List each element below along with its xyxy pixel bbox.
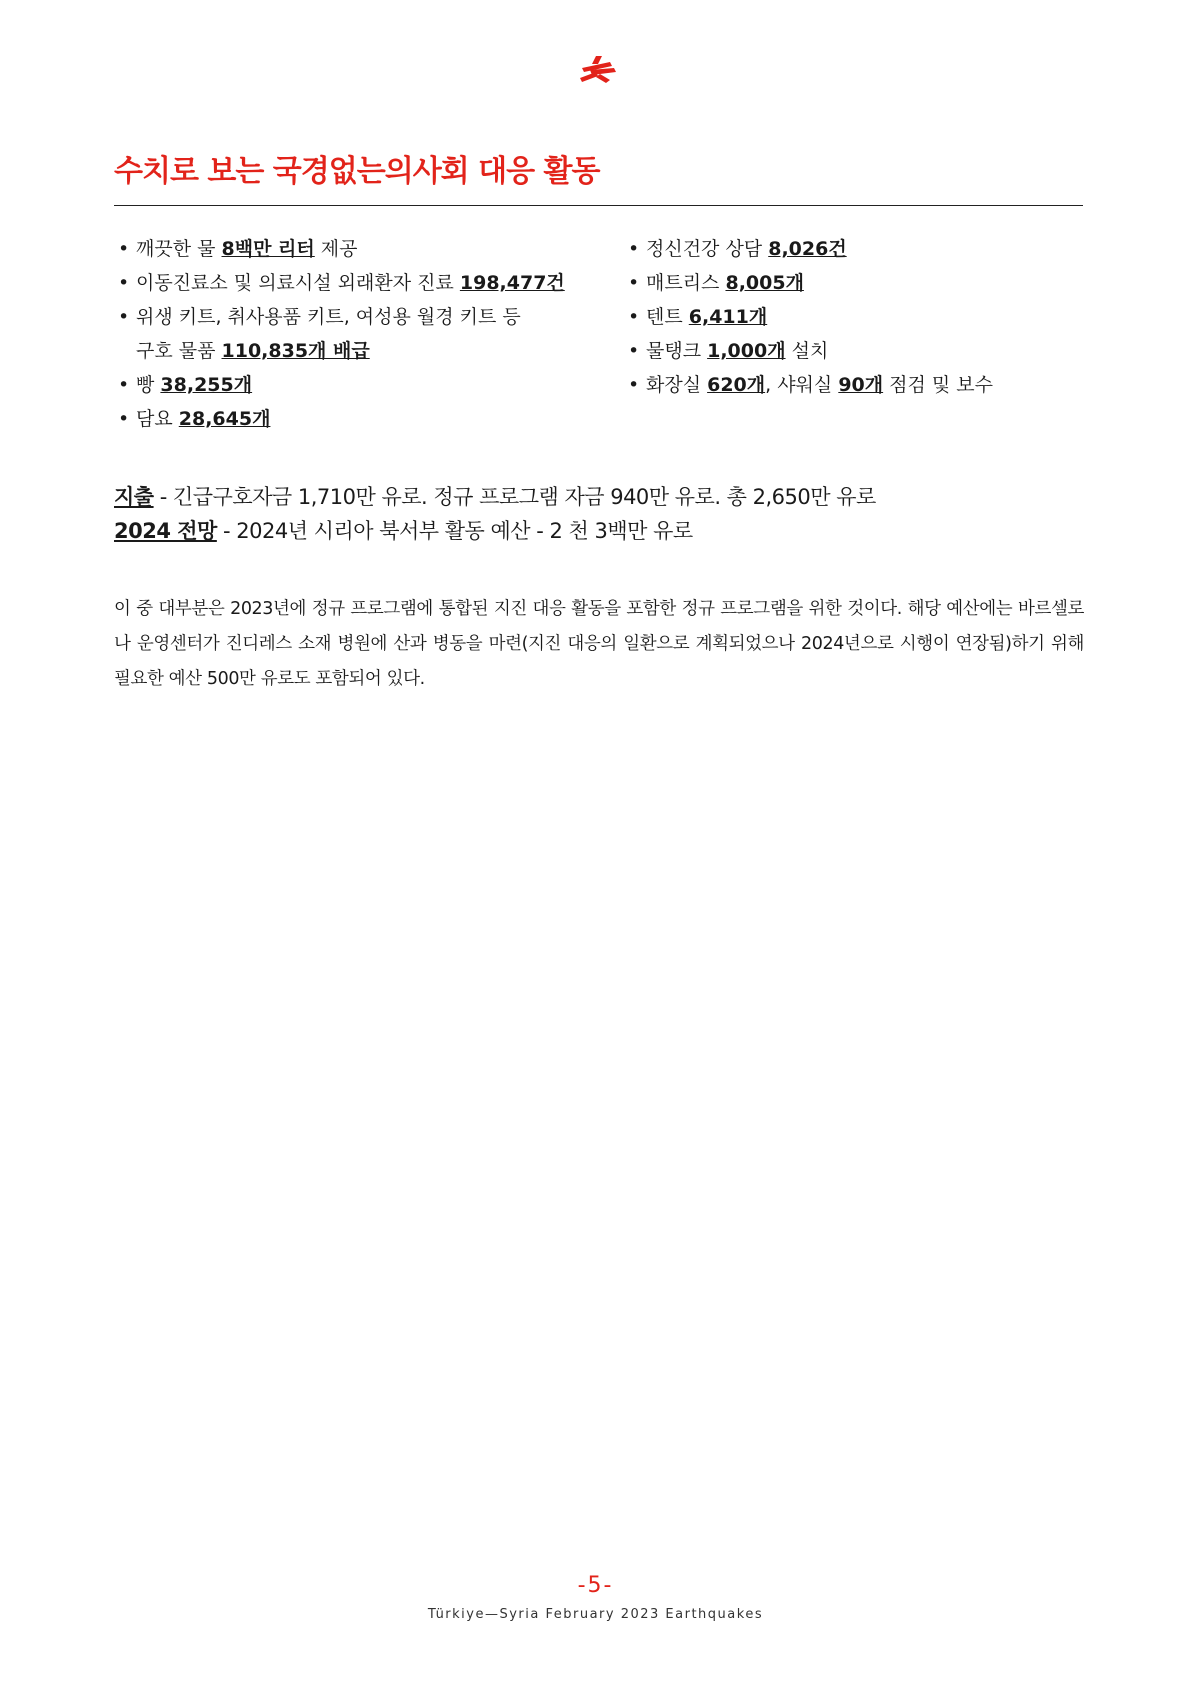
title-divider [114,205,1083,206]
item-text: , 샤워실 [765,374,839,396]
item-text: 화장실 [646,374,708,396]
item-continuation [136,334,618,368]
bullet: • [628,340,640,362]
bullet: • [118,306,130,328]
item-figure: 90개 [838,374,884,396]
list-item [118,266,618,300]
list-item [628,368,1083,402]
budget-summary [114,480,876,548]
stats-list-left [118,232,618,436]
list-item [118,232,618,266]
item-text: 설치 [785,340,829,362]
bullet: • [118,272,130,294]
list-item [628,334,1083,368]
item-figure: 6,411개 [688,306,768,328]
outlook-line [114,514,876,548]
item-text: 정신건강 상담 [646,238,769,260]
item-figure: 1,000개 [707,340,786,362]
list-item [118,300,618,368]
item-figure: 8,005개 [725,272,804,294]
item-figure: 198,477건 [459,272,565,294]
item-text: 구호 물품 [136,340,222,362]
item-text: 점검 및 보수 [883,374,993,396]
spending-text: - 긴급구호자금 1,710만 유로. 정규 프로그램 자금 940만 유로. 총 2,650만 유로 [153,485,876,509]
bullet: • [628,374,640,396]
list-item [628,232,1083,266]
bullet: • [118,374,130,396]
footer-text: Türkiye—Syria February 2023 Earthquakes [427,1607,764,1622]
bullet: • [628,272,640,294]
item-figure: 8백만 리터 [221,238,315,260]
list-item [628,266,1083,300]
msf-logo-icon [576,54,620,84]
list-item [118,368,618,402]
item-text: 이동진료소 및 의료시설 외래환자 진료 [136,272,460,294]
item-figure: 8,026건 [768,238,847,260]
item-text: 물탱크 [646,340,708,362]
outlook-label: 2024 전망 [114,519,217,543]
item-text: 담요 [136,408,179,430]
item-figure: 28,645개 [178,408,271,430]
bullet: • [628,306,640,328]
item-figure: 110,835개 배급 [221,340,370,362]
page-title: 수치로 보는 국경없는의사회 대응 활동 [114,154,600,189]
bullet: • [118,408,130,430]
bullet: • [628,238,640,260]
list-item [628,300,1083,334]
item-text: 제공 [314,238,358,260]
item-text: 위생 키트, 취사용품 키트, 여성용 월경 키트 등 [136,306,521,328]
item-text: 텐트 [646,306,689,328]
outlook-text: - 2024년 시리아 북서부 활동 예산 - 2 천 3백만 유로 [216,519,693,543]
body-paragraph: 이 중 대부분은 2023년에 정규 프로그램에 통합된 지진 대응 활동을 포함한 정규 프로그램을 위한 것이다. 해당 예산에는 바르셀로나 운영센터가 진디레스 소재 병원에 산과 병동을 마련(지진 대응의 일환으로 계획되었으나 2024년으로 시행이 연장됨)하기 위해 필요한 예산 500만 유로도 포함되어 있다. [114,599,1084,689]
bullet: • [118,238,130,260]
item-text: 매트리스 [646,272,726,294]
item-figure: 620개 [707,374,766,396]
stats-list-right [628,232,1083,402]
item-figure: 38,255개 [160,374,253,396]
item-text: 빵 [136,374,161,396]
spending-line [114,480,876,514]
item-text: 깨끗한 물 [136,238,222,260]
page-number: -5- [577,1573,614,1598]
spending-label: 지출 [114,485,154,509]
list-item [118,402,618,436]
